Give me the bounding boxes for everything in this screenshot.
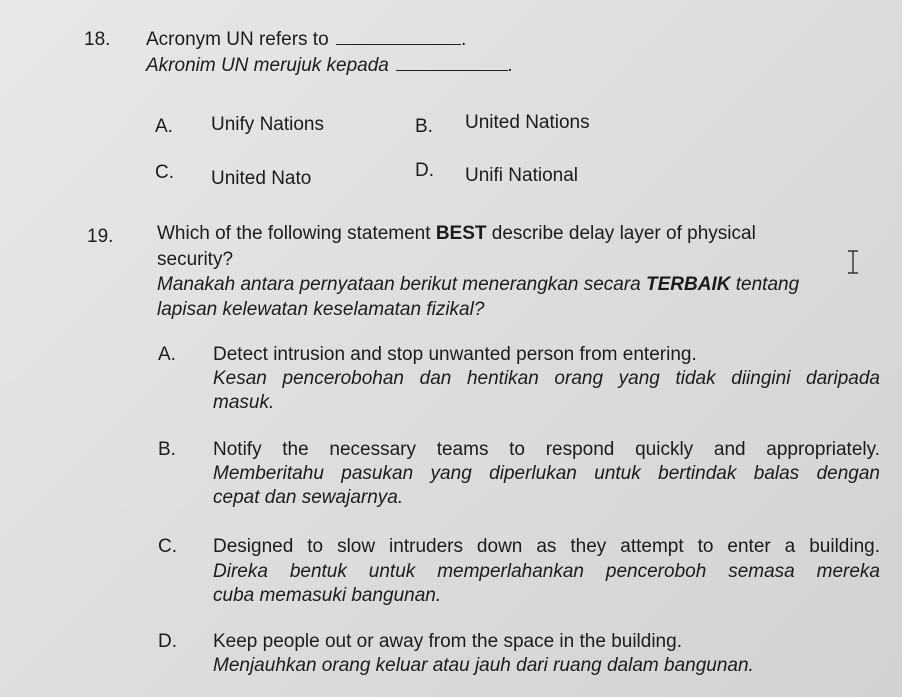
text-cursor-icon [846,250,860,274]
answer-blank [396,70,508,71]
option-letter: A. [158,344,176,365]
option-malay: cuba memasuki bangunan. [213,585,442,606]
option-english: Designed to slow intruders down as they attempt to enter a building. [213,536,880,557]
question-text: describe delay layer of physical [486,223,756,244]
option-english: Keep people out or away from the space in the building. [213,631,682,652]
option-text: United Nato [211,168,312,189]
option-malay: cepat dan sewajarnya. [213,487,404,508]
option-letter: B. [158,439,176,460]
option-letter: C. [155,162,174,183]
question-19-malay-line2: lapisan kelewatan keselamatan fizikal? [157,299,485,320]
question-text: tentang [730,274,800,295]
emphasis-text: BEST [435,223,487,244]
question-19-english-line1 [157,223,756,245]
option-malay: Menjauhkan orang keluar atau jauh dari ruang dalam bangunan. [213,655,754,676]
question-19-number: 19. [87,226,114,247]
answer-blank [336,44,461,45]
option-malay: Direka bentuk untuk memperlahankan penceroboh semasa mereka [213,561,880,582]
option-malay: Kesan pencerobohan dan hentikan orang yang tidak diingini daripada [213,368,880,389]
option-malay: Memberitahu pasukan yang diperlukan untuk bertindak balas dengan [213,463,880,484]
option-english: Notify the necessary teams to respond quickly and appropriately. [213,439,880,460]
option-letter: D. [158,631,177,652]
option-text: United Nations [465,112,590,133]
period: . [508,55,514,76]
question-19-english-line2: security? [157,249,234,270]
question-18-english [146,29,466,51]
option-english: Detect intrusion and stop unwanted person from entering. [213,344,697,365]
question-19-malay-line1 [157,274,799,296]
option-text: Unifi National [465,165,578,186]
question-18-malay-text: Akronim UN merujuk kepada [146,55,389,76]
question-text: Which of the following statement [157,223,436,244]
question-text: Manakah antara pernyataan berikut menerangkan secara [157,274,647,295]
option-malay: masuk. [213,392,275,413]
question-18-number: 18. [84,29,111,50]
period: . [460,29,467,50]
option-text: Unify Nations [211,114,324,135]
option-letter: A. [155,116,173,137]
option-letter: C. [158,536,177,557]
question-18-english-text: Acronym UN refers to [146,29,329,50]
question-18-malay [146,55,513,77]
emphasis-text: TERBAIK [646,274,731,295]
option-letter: D. [415,160,434,181]
option-letter: B. [415,116,433,137]
